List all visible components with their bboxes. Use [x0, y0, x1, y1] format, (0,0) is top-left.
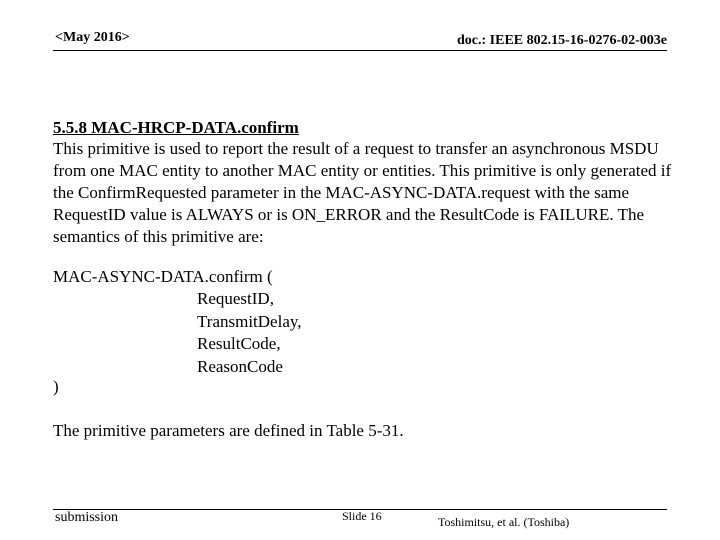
- footer-submission: submission: [55, 510, 119, 525]
- section-title: 5.5.8 MAC-HRCP-DATA.confirm: [53, 118, 299, 137]
- header-doc-id: doc.: IEEE 802.15-16-0276-02-003e: [457, 33, 667, 48]
- footer-slide-number: Slide 16: [342, 509, 382, 523]
- param-request-id: RequestID,: [197, 289, 274, 308]
- param-transmit-delay: TransmitDelay,: [197, 311, 302, 331]
- primitive-open: MAC-ASYNC-DATA.confirm (: [53, 267, 273, 286]
- defined-text: The primitive parameters are defined in Table 5-31.: [53, 421, 404, 440]
- parameter-list: [197, 288, 302, 378]
- param-result-code: ResultCode,: [197, 334, 281, 353]
- header-divider: [53, 50, 667, 51]
- header-date: <May 2016>: [55, 30, 130, 45]
- primitive-close: ): [53, 377, 59, 396]
- footer-authors: Toshimitsu, et al. (Toshiba): [438, 515, 570, 529]
- body-paragraph: This primitive is used to report the result of a request to transfer an asynchronous MSDU from one MAC entity to another MAC entity or entities. This primitive is only generated if the ConfirmRequested parameter in the MAC-ASYNC-DATA.request with the same RequestID value is ALWAYS or is ON_ERROR and the ResultCode is FAILURE. The semantics of this primitive are:: [53, 139, 672, 246]
- param-reason-code: ReasonCode: [197, 356, 283, 376]
